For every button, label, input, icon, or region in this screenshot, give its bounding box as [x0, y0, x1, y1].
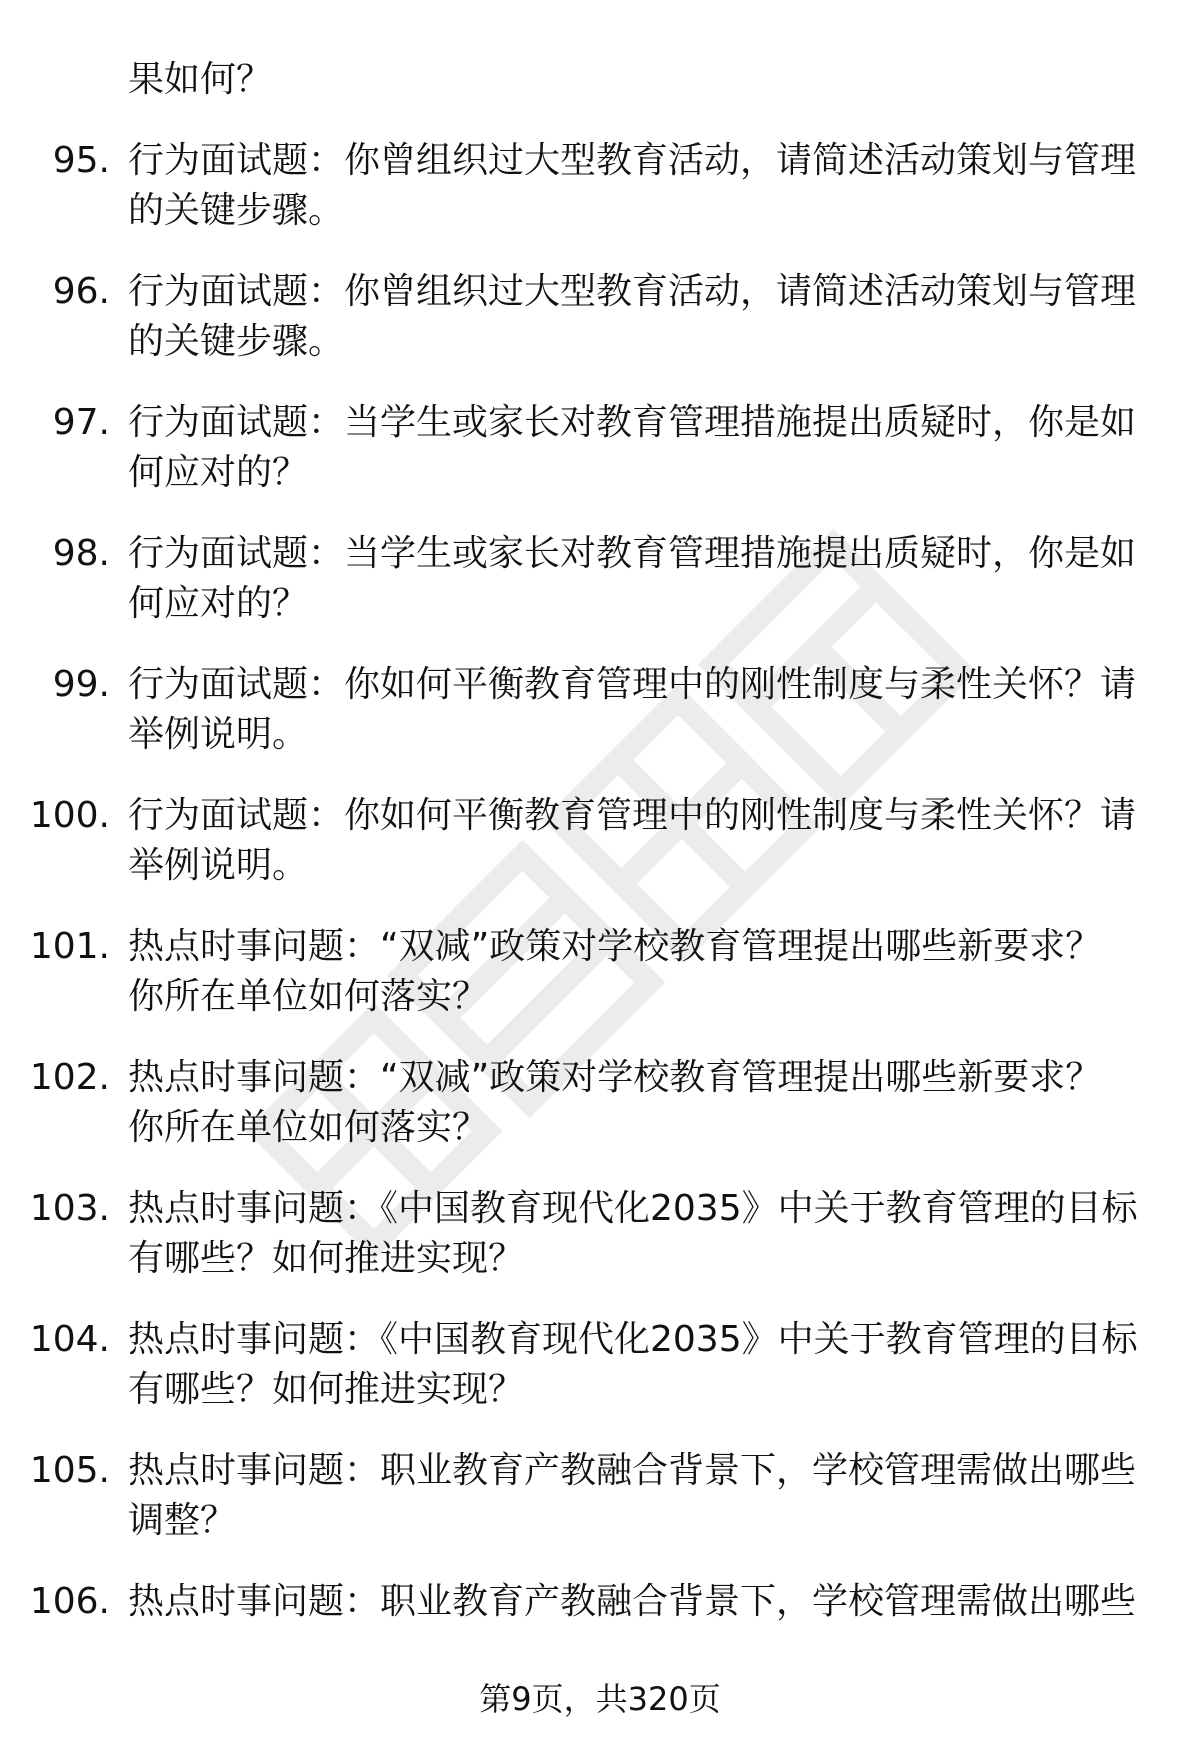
- question-text-line: 热点时事问题：“双减”政策对学校教育管理提出哪些新要求？: [128, 1057, 1102, 1098]
- question-number: 102.: [29, 1057, 110, 1098]
- question-number: 98.: [52, 533, 110, 574]
- question-number: 95.: [52, 140, 110, 181]
- question-text-line: 热点时事问题：职业教育产教融合背景下，学校管理需做出哪些: [128, 1581, 1137, 1622]
- question-text-line: 行为面试题：当学生或家长对教育管理措施提出质疑时，你是如: [128, 533, 1137, 574]
- question-text-line: 何应对的？: [128, 452, 309, 493]
- question-text-line: 有哪些？如何推进实现？: [128, 1238, 525, 1279]
- question-text-line: 行为面试题：你如何平衡教育管理中的刚性制度与柔性关怀？请: [128, 664, 1137, 705]
- question-number: 100.: [29, 795, 110, 836]
- question-text-line: 你所在单位如何落实？: [128, 1107, 489, 1148]
- question-number: 101.: [29, 926, 110, 967]
- question-text-line: 行为面试题：当学生或家长对教育管理措施提出质疑时，你是如: [128, 402, 1137, 443]
- question-text-line: 有哪些？如何推进实现？: [128, 1369, 525, 1410]
- question-text-line: 热点时事问题：《中国教育现代化2035》中关于教育管理的目标: [128, 1188, 1138, 1229]
- question-text-line: 何应对的？: [128, 583, 309, 624]
- question-number: 99.: [52, 664, 110, 705]
- question-number: 104.: [29, 1319, 110, 1360]
- question-number: 97.: [52, 402, 110, 443]
- question-number: 105.: [29, 1450, 110, 1491]
- question-text-line: 行为面试题：你曾组织过大型教育活动，请简述活动策划与管理: [128, 271, 1137, 312]
- question-text-line: 的关键步骤。: [128, 190, 345, 231]
- question-text-line: 举例说明。: [128, 714, 309, 755]
- question-text-line: 调整？: [128, 1500, 237, 1541]
- question-text-line: 热点时事问题：职业教育产教融合背景下，学校管理需做出哪些: [128, 1450, 1137, 1491]
- question-text-line: 行为面试题：你如何平衡教育管理中的刚性制度与柔性关怀？请: [128, 795, 1137, 836]
- question-number: 103.: [29, 1188, 110, 1229]
- question-text-line: 你所在单位如何落实？: [128, 976, 489, 1017]
- question-text-line: 热点时事问题：“双减”政策对学校教育管理提出哪些新要求？: [128, 926, 1102, 967]
- question-number: 106.: [29, 1581, 110, 1622]
- question-text-line: 热点时事问题：《中国教育现代化2035》中关于教育管理的目标: [128, 1319, 1138, 1360]
- question-text-line: 果如何？: [128, 59, 273, 100]
- question-text-line: 的关键步骤。: [128, 321, 345, 362]
- question-number: 96.: [52, 271, 110, 312]
- page-indicator: 第9页，共320页: [479, 1680, 721, 1718]
- question-text-line: 举例说明。: [128, 845, 309, 886]
- question-text-line: 行为面试题：你曾组织过大型教育活动，请简述活动策划与管理: [128, 140, 1137, 181]
